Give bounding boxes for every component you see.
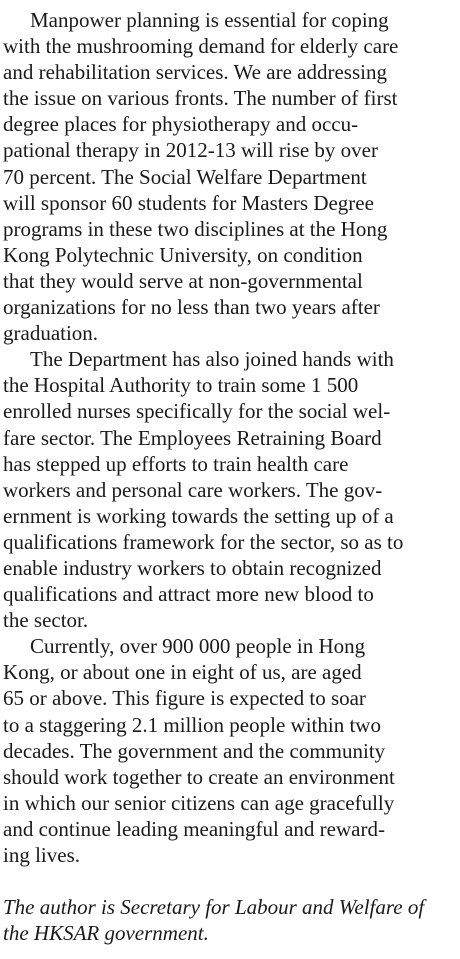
text-line: the sector. <box>3 608 89 633</box>
text-line: to a staggering 2.1 million people within two <box>3 712 381 737</box>
text-line: The Department has also joined hands with <box>30 347 394 372</box>
text-line: enrolled nurses specifically for the social wel- <box>3 399 391 424</box>
text-line: pational therapy in 2012-13 will rise by over <box>3 138 378 163</box>
text-line: with the mushrooming demand for elderly care <box>3 34 399 59</box>
author-byline <box>3 894 455 946</box>
text-line: will sponsor 60 students for Masters Degree <box>3 190 374 215</box>
paragraph-2 <box>3 346 455 633</box>
text-line: Manpower planning is essential for coping <box>30 8 389 32</box>
text-line: organizations for no less than two years after <box>3 295 380 320</box>
article-body <box>3 7 455 946</box>
text-line: graduation. <box>3 321 99 346</box>
text-line: qualifications and attract more new blood to <box>3 582 374 607</box>
text-line: enable industry workers to obtain recognized <box>3 555 382 580</box>
text-line: in which our senior citizens can age gracefully <box>3 790 395 815</box>
text-line: that they would serve at non-governmental <box>3 268 363 293</box>
text-line: and continue leading meaningful and reward- <box>3 816 385 841</box>
text-line: fare sector. The Employees Retraining Board <box>3 425 382 450</box>
text-line: ernment is working towards the setting up of a <box>3 503 394 528</box>
text-line: the Hospital Authority to train some 1 500 <box>3 373 359 398</box>
text-line: degree places for physiotherapy and occu- <box>3 112 359 137</box>
text-line: Kong Polytechnic University, on condition <box>3 242 363 267</box>
text-line: qualifications framework for the sector, so as to <box>3 529 404 554</box>
text-line: the issue on various fronts. The number of first <box>3 86 398 111</box>
paragraph-1 <box>3 7 455 346</box>
text-line: should work together to create an environment <box>3 764 395 789</box>
text-line: Kong, or about one in eight of us, are aged <box>3 660 362 685</box>
text-line: Currently, over 900 000 people in Hong <box>30 634 366 659</box>
byline-line: The author is Secretary for Labour and Welfare of <box>3 895 425 920</box>
text-line: ing lives. <box>3 843 80 867</box>
text-line: workers and personal care workers. The gov- <box>3 477 383 502</box>
text-line: and rehabilitation services. We are addressing <box>3 60 387 85</box>
byline-line: the HKSAR government. <box>3 921 209 946</box>
text-line: decades. The government and the community <box>3 738 386 763</box>
paragraph-3 <box>3 633 455 868</box>
paragraph-spacer <box>3 868 455 894</box>
text-line: has stepped up efforts to train health care <box>3 451 349 476</box>
text-line: 70 percent. The Social Welfare Department <box>3 164 367 189</box>
text-line: programs in these two disciplines at the Hong <box>3 216 388 241</box>
text-line: 65 or above. This figure is expected to soar <box>3 686 366 711</box>
